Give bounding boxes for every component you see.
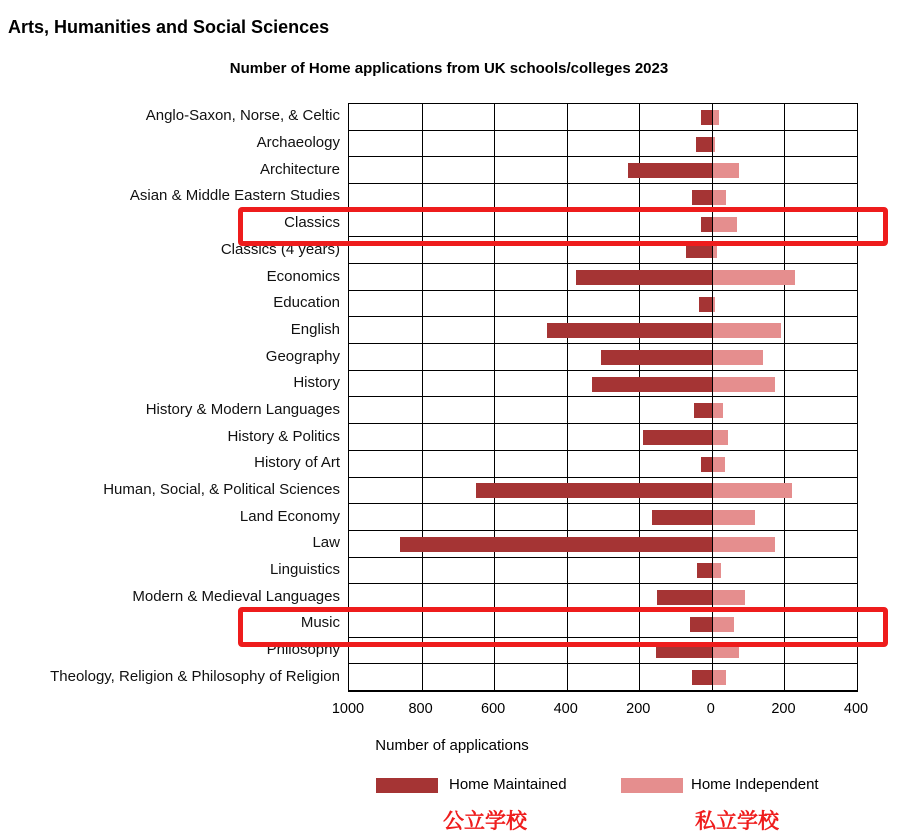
bar-home-independent [712, 190, 727, 205]
grid-vline [567, 104, 568, 691]
category-label: History of Art [254, 454, 340, 472]
bar-home-maintained [652, 510, 712, 525]
grid-row-line [349, 157, 857, 184]
x-tick-label: 0 [706, 701, 715, 717]
x-tick-label: 200 [626, 701, 651, 717]
grid-row-line [349, 504, 857, 531]
bar-home-maintained [547, 323, 712, 338]
category-label: Archaeology [256, 134, 340, 152]
category-label: History [293, 374, 340, 392]
grid-row-line [349, 558, 857, 585]
x-tick-label: 400 [843, 701, 869, 717]
grid-row-line [349, 398, 857, 425]
bar-home-maintained [643, 430, 712, 445]
category-label: Asian & Middle Eastern Studies [129, 187, 340, 205]
grid-row-line [349, 104, 857, 131]
bar-home-independent [712, 510, 756, 525]
bar-home-maintained [692, 190, 712, 205]
category-label: Law [312, 534, 340, 552]
grid-row-line [349, 424, 857, 451]
bar-home-maintained [697, 563, 712, 578]
bar-home-independent [712, 590, 745, 605]
category-label: Classics [284, 214, 340, 232]
bar-home-maintained [592, 377, 712, 392]
bar-home-maintained [657, 590, 711, 605]
bar-home-independent [712, 457, 725, 472]
bar-home-maintained [694, 403, 712, 418]
chart-title: Number of Home applications from UK schools/colleges 2023 [229, 60, 669, 77]
highlight-box-classics [238, 207, 888, 247]
bar-home-independent [712, 163, 739, 178]
bar-home-independent [712, 483, 792, 498]
bar-home-maintained [692, 670, 712, 685]
grid-vline [494, 104, 495, 691]
category-label: Music [300, 614, 340, 632]
bar-home-independent [712, 350, 763, 365]
bar-home-maintained [628, 163, 711, 178]
grid-vline [784, 104, 785, 691]
zero-axis-line [712, 104, 714, 691]
category-label: Economics [266, 267, 340, 285]
page-title: Arts, Humanities and Social Sciences [8, 17, 330, 37]
bar-home-independent [712, 537, 776, 552]
bar-home-independent [712, 377, 776, 392]
category-label: Anglo-Saxon, Norse, & Celtic [145, 107, 340, 125]
category-label: Land Economy [239, 507, 340, 525]
category-label: Architecture [259, 160, 340, 178]
category-label: Philosophy [266, 641, 340, 659]
bar-home-independent [712, 403, 723, 418]
x-tick-label: 600 [481, 701, 506, 717]
legend-label-maintained: Home Maintained [449, 776, 567, 793]
grid-vline [422, 104, 423, 691]
grid-row-line [349, 664, 857, 691]
grid-row-line [349, 451, 857, 478]
legend-label-independent: Home Independent [691, 776, 819, 793]
bar-home-maintained [476, 483, 712, 498]
category-label: History & Modern Languages [145, 400, 340, 418]
grid-row-line [349, 131, 857, 158]
x-tick-label: 200 [771, 701, 796, 717]
category-label: Human, Social, & Political Sciences [103, 480, 340, 498]
bar-home-maintained [696, 137, 712, 152]
category-label: History & Politics [227, 427, 340, 445]
category-label: Classics (4 years) [220, 240, 340, 258]
category-label: English [290, 320, 340, 338]
category-label: Geography [265, 347, 340, 365]
highlight-box-music [238, 607, 888, 647]
legend-swatch-maintained [376, 778, 438, 793]
bar-home-maintained [601, 350, 712, 365]
bar-home-independent [712, 270, 795, 285]
category-label: Modern & Medieval Languages [132, 587, 340, 605]
x-tick-label: 400 [553, 701, 578, 717]
annotation-private-school: 私立学校 [695, 810, 779, 833]
bar-home-independent [712, 323, 781, 338]
grid-vline [639, 104, 640, 691]
category-label: Theology, Religion & Philosophy of Religion [50, 667, 340, 685]
plot-area [348, 103, 858, 692]
category-label: Education [273, 294, 340, 312]
bar-home-maintained [699, 297, 712, 312]
x-axis-title: Number of applications [375, 737, 529, 754]
bar-home-maintained [576, 270, 712, 285]
bar-home-maintained [701, 457, 712, 472]
x-tick-label: 1000 [331, 701, 365, 717]
bar-home-independent [712, 670, 727, 685]
bar-home-maintained [400, 537, 712, 552]
annotation-public-school: 公立学校 [443, 810, 527, 833]
bar-home-independent [712, 430, 728, 445]
legend-swatch-independent [621, 778, 683, 793]
category-label: Linguistics [269, 561, 340, 579]
bar-home-maintained [701, 110, 712, 125]
grid-row-line [349, 291, 857, 318]
x-tick-label: 800 [408, 701, 433, 717]
